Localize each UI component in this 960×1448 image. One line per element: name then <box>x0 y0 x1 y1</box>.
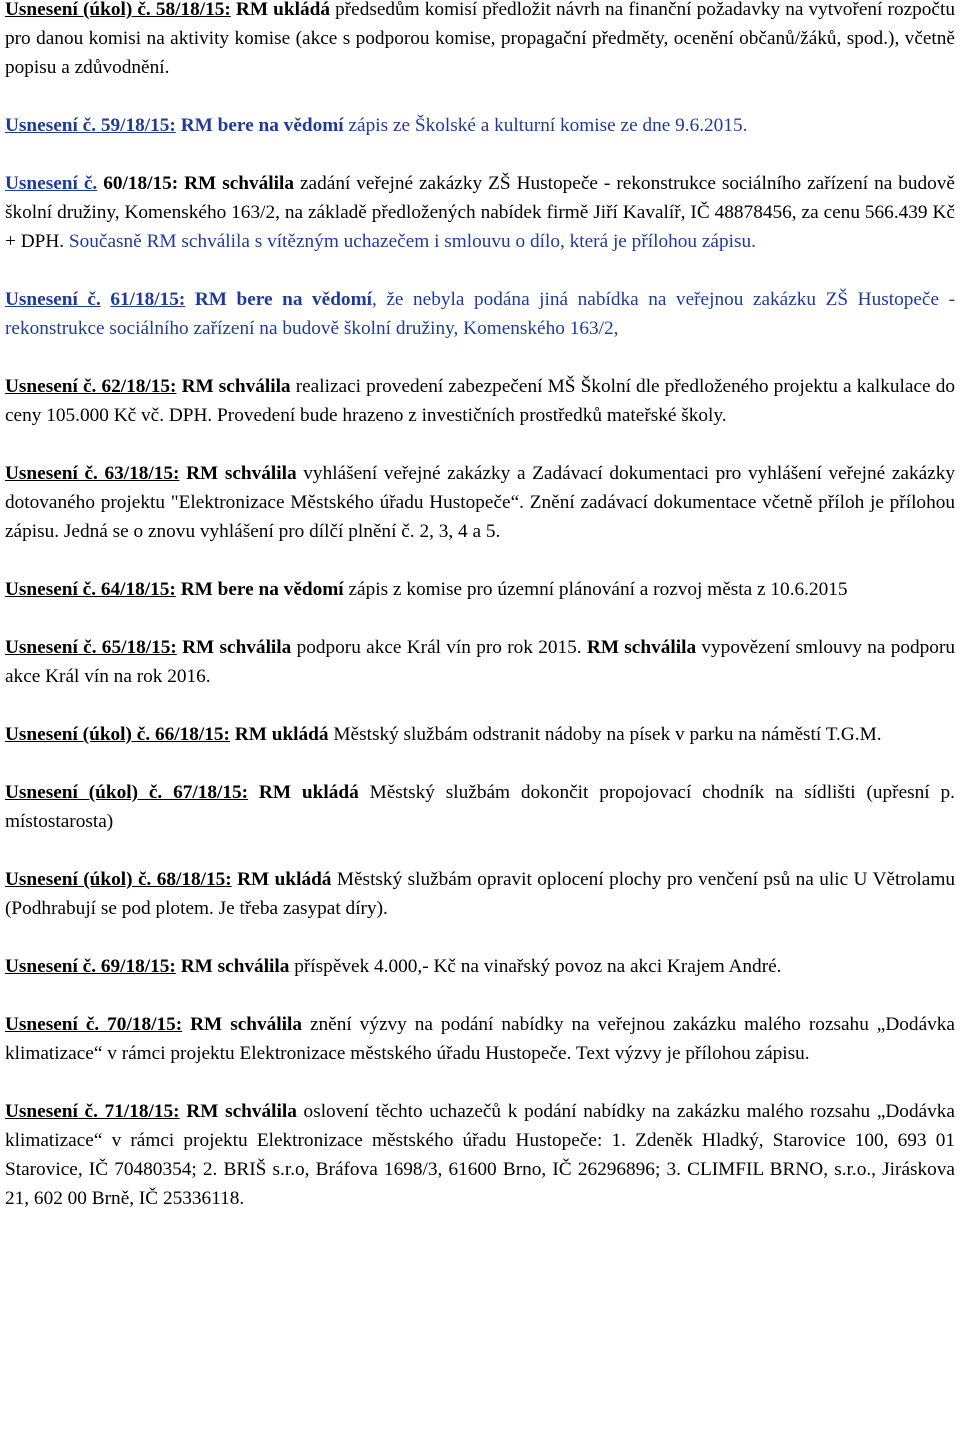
resolution-58 <box>5 0 955 82</box>
resolution-verb: RM bere na vědomí <box>180 579 344 600</box>
resolution-text: příspěvek 4.000,- Kč na vinařský povoz na akci Krajem André. <box>294 956 782 977</box>
resolution-heading: Usnesení (úkol) č. 58/18/15: <box>5 0 231 20</box>
resolution-71 <box>5 1097 955 1213</box>
resolution-verb: 60/18/15: RM schválila <box>103 173 295 194</box>
resolution-61 <box>5 285 955 343</box>
resolution-heading: Usnesení č. 59/18/15: <box>5 115 176 136</box>
resolution-verb: RM schválila <box>190 1014 302 1035</box>
resolution-59 <box>5 111 955 140</box>
resolution-text: zápis z komise pro územní plánování a rozvoj města z 10.6.2015 <box>348 579 848 600</box>
resolution-heading: Usnesení (úkol) č. 68/18/15: <box>5 869 232 890</box>
resolution-69 <box>5 952 955 981</box>
resolution-heading: Usnesení (úkol) č. 66/18/15: <box>5 724 230 745</box>
resolution-text: podporu akce Král vín pro rok 2015. <box>296 637 582 658</box>
resolution-verb: RM schválila <box>186 1101 297 1122</box>
resolution-verb: RM schválila <box>181 376 291 397</box>
resolution-63 <box>5 459 955 546</box>
resolution-verb: RM ukládá <box>237 869 332 890</box>
resolution-heading: Usnesení č. 63/18/15: <box>5 463 180 484</box>
resolution-heading: Usnesení č. 69/18/15: <box>5 956 176 977</box>
resolution-verb: RM ukládá <box>234 724 329 745</box>
resolution-text: oslovení těchto uchazečů k podání nabídky na zakázku malého rozsahu „Dodávka klimatizace“ v rámci projektu Elektronizace městského úřadu Hustopeče: 1. Zdeněk Hladký, Starovice 100, 693 01 Starovice, IČ 70480354; 2. BRIŠ s.r.o, Bráfova 1698/3, 61600 Brno, IČ 26296896; 3. CLIMFIL BRNO, s.r.o., Jiráskova 21, 602 00 Brně, IČ 25336118. <box>5 1101 955 1209</box>
resolution-verb: RM schválila <box>186 463 297 484</box>
resolution-text-second: vypovězení smlouvy na podporu akce Král vín na rok 2016. <box>5 637 956 687</box>
resolution-verb: RM bere na vědomí <box>180 115 344 136</box>
resolution-text: realizaci provedení zabezpečení MŠ Školní dle předloženého projektu a kalkulace do ceny 105.000 Kč vč. DPH. Provedení bude hrazeno z investičních prostředků mateřské školy. <box>5 376 955 426</box>
resolution-verb: RM schválila <box>182 637 292 658</box>
resolution-68 <box>5 865 955 923</box>
resolution-67 <box>5 778 955 836</box>
resolution-text: vyhlášení veřejné zakázky a Zadávací dokumentaci pro vyhlášení veřejné zakázky dotovaného projektu "Elektronizace Městského úřadu Hustopeče“. Znění zadávací dokumentace včetně příloh je přílohou zápisu. Jedná se o znovu vyhlášení pro dílčí plnění č. 2, 3, 4 a 5. <box>5 463 955 542</box>
resolution-heading: Usnesení č. 64/18/15: <box>5 579 176 600</box>
resolution-text: zadání veřejné zakázky ZŠ Hustopeče - rekonstrukce sociálního zařízení na budově školní družiny, Komenského 163/2, na základě předložených nabídek firmě Jiří Kavalíř, IČ 48878456, za cenu 566.439 Kč + DPH. <box>5 173 955 252</box>
resolution-verb: RM ukládá <box>258 782 359 803</box>
resolution-verb-second: RM schválila <box>586 637 697 658</box>
resolution-verb: RM bere na vědomí <box>194 289 372 310</box>
resolution-heading: Usnesení č. 71/18/15: <box>5 1101 180 1122</box>
resolution-heading: Usnesení č. 62/18/15: <box>5 376 177 397</box>
resolution-heading: Usnesení (úkol) č. 67/18/15: <box>5 782 249 803</box>
resolution-verb: RM ukládá <box>235 0 330 20</box>
resolution-text: Městský službám dokončit propojovací chodník na sídlišti (upřesní p. místostarosta) <box>5 782 955 832</box>
resolution-text: , že nebyla podána jiná nabídka na veřejnou zakázku ZŠ Hustopeče - rekonstrukce sociálního zařízení na budově školní družiny, Komenského 163/2, <box>5 289 955 339</box>
resolution-text: znění výzvy na podání nabídky na veřejnou zakázku malého rozsahu „Dodávka klimatizace“ v rámci projektu Elektronizace městského úřadu Hustopeče. Text výzvy je přílohou zápisu. <box>5 1014 955 1064</box>
resolution-number: 61/18/15: <box>110 289 186 310</box>
resolution-text: zápis ze Školské a kulturní komise ze dne 9.6.2015. <box>348 115 748 136</box>
resolution-verb: RM schválila <box>180 956 290 977</box>
resolution-65 <box>5 633 955 691</box>
resolution-heading: Usnesení č. 70/18/15: <box>5 1014 183 1035</box>
resolution-66 <box>5 720 955 749</box>
resolution-heading: Usnesení č. <box>5 173 98 194</box>
resolution-text-continued: Současně RM schválila s vítězným uchazečem i smlouvu o dílo, která je přílohou zápisu. <box>68 231 756 252</box>
resolution-heading: Usnesení č. 65/18/15: <box>5 637 177 658</box>
resolution-text: Městský službám opravit oplocení plochy pro venčení psů na ulic U Větrolamu (Podhrabují se pod plotem. Je třeba zasypat díry). <box>5 869 955 919</box>
resolution-70 <box>5 1010 955 1068</box>
resolution-heading: Usnesení č. <box>5 289 101 310</box>
resolution-text: Městský službám odstranit nádoby na písek v parku na náměstí T.G.M. <box>333 724 882 745</box>
resolution-text: předsedům komisí předložit návrh na finanční požadavky na vytvoření rozpočtu pro danou komisi na aktivity komise (akce s podporou komise, propagační předměty, ocenění občanů/žáků, spod.), včetně popisu a zdůvodnění. <box>5 0 955 78</box>
resolution-64 <box>5 575 955 604</box>
resolution-62 <box>5 372 955 430</box>
resolution-60 <box>5 169 955 256</box>
